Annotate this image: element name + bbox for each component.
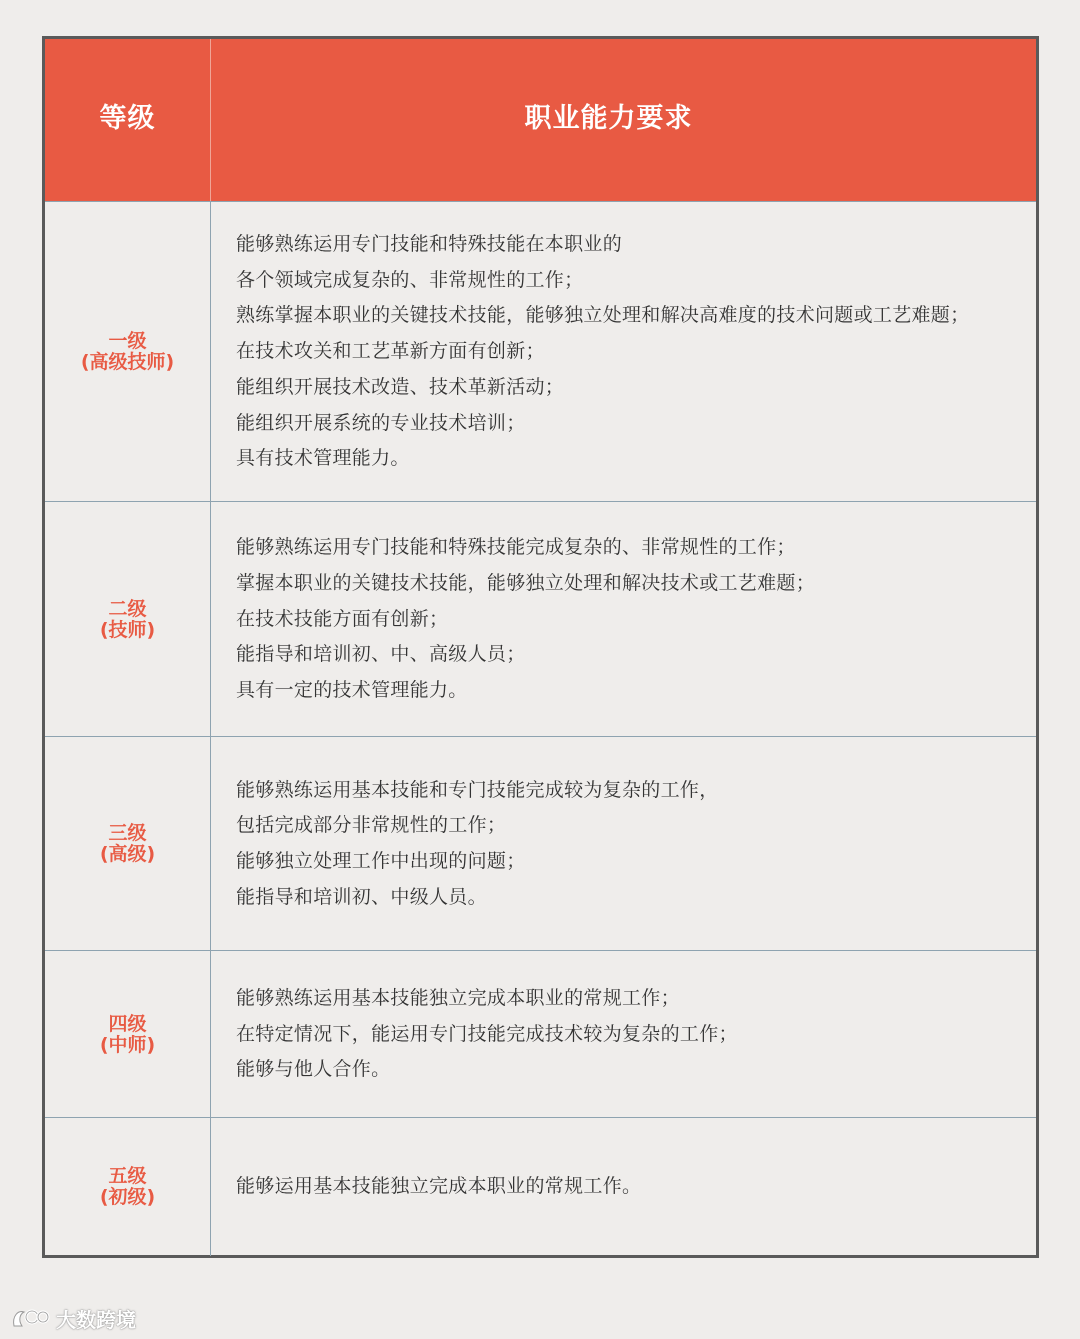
requirement-line: 在技术攻关和工艺革新方面有创新； — [236, 340, 545, 363]
requirement-cell — [211, 1118, 1036, 1256]
requirement-line: 能够运用基本技能独立完成本职业的常规工作。 — [236, 1175, 642, 1198]
level-title: (技师) — [99, 618, 156, 641]
table-row — [45, 1117, 1036, 1256]
watermark — [10, 1304, 136, 1333]
level-name: 二级 — [108, 597, 147, 620]
header-requirement-cell — [211, 39, 1036, 201]
requirement-line: 掌握本职业的关键技术技能，能够独立处理和解决技术或工艺难题； — [236, 571, 816, 594]
level-cell — [45, 951, 211, 1118]
table-row — [45, 201, 1036, 502]
requirement-line: 能组织开展系统的专业技术培训； — [236, 411, 526, 434]
requirement-line: 熟练掌握本职业的关键技术技能，能够独立处理和解决高难度的技术问题或工艺难题； — [236, 304, 970, 327]
requirement-line: 在技术技能方面有创新； — [236, 607, 449, 630]
table-row — [45, 736, 1036, 951]
table-row — [45, 950, 1036, 1118]
requirement-line: 能够熟练运用专门技能和特殊技能完成复杂的、非常规性的工作； — [236, 536, 796, 559]
table-row — [45, 501, 1036, 737]
requirement-line: 能够熟练运用专门技能和特殊技能在本职业的 — [236, 233, 623, 256]
level-title: (初级) — [99, 1186, 156, 1208]
requirement-line: 在特定情况下，能运用专门技能完成技术较为复杂的工作； — [236, 1022, 738, 1045]
level-cell — [45, 202, 211, 502]
level-cell — [45, 502, 211, 737]
header-level-label: 等级 — [99, 102, 156, 134]
header-requirement-label: 职业能力要求 — [524, 102, 693, 134]
ability-requirements-table — [42, 36, 1039, 1258]
requirement-line: 具有一定的技术管理能力。 — [236, 679, 468, 702]
level-title: (高级技师) — [80, 351, 175, 373]
requirement-line: 各个领域完成复杂的、非常规性的工作； — [236, 268, 584, 291]
level-title: (中师) — [99, 1033, 156, 1056]
requirement-line: 能够独立处理工作中出现的问题； — [236, 850, 526, 872]
requirement-line: 包括完成部分非常规性的工作； — [236, 814, 507, 837]
requirement-cell — [211, 951, 1036, 1118]
level-name: 一级 — [108, 330, 147, 352]
level-cell — [45, 1118, 211, 1256]
brand-logo-icon — [10, 1306, 50, 1332]
requirement-line: 能够与他人合作。 — [236, 1058, 391, 1081]
requirement-cell — [211, 737, 1036, 951]
table-header — [45, 39, 1036, 201]
requirement-line: 能够熟练运用基本技能独立完成本职业的常规工作； — [236, 986, 680, 1009]
level-cell — [45, 737, 211, 951]
level-title: (高级) — [99, 843, 156, 865]
requirement-line: 能指导和培训初、中级人员。 — [236, 885, 487, 908]
level-name: 五级 — [108, 1165, 147, 1187]
requirement-line: 能够熟练运用基本技能和专门技能完成较为复杂的工作， — [236, 778, 719, 801]
requirement-line: 能组织开展技术改造、技术革新活动； — [236, 375, 565, 398]
requirement-cell — [211, 202, 1036, 502]
requirement-line: 能指导和培训初、中、高级人员； — [236, 643, 526, 666]
watermark-text: 大数跨境 — [56, 1308, 136, 1332]
level-name: 四级 — [108, 1012, 147, 1035]
level-name: 三级 — [108, 822, 147, 844]
requirement-line: 具有技术管理能力。 — [236, 447, 410, 470]
header-level-cell — [45, 39, 211, 201]
requirement-cell — [211, 502, 1036, 737]
